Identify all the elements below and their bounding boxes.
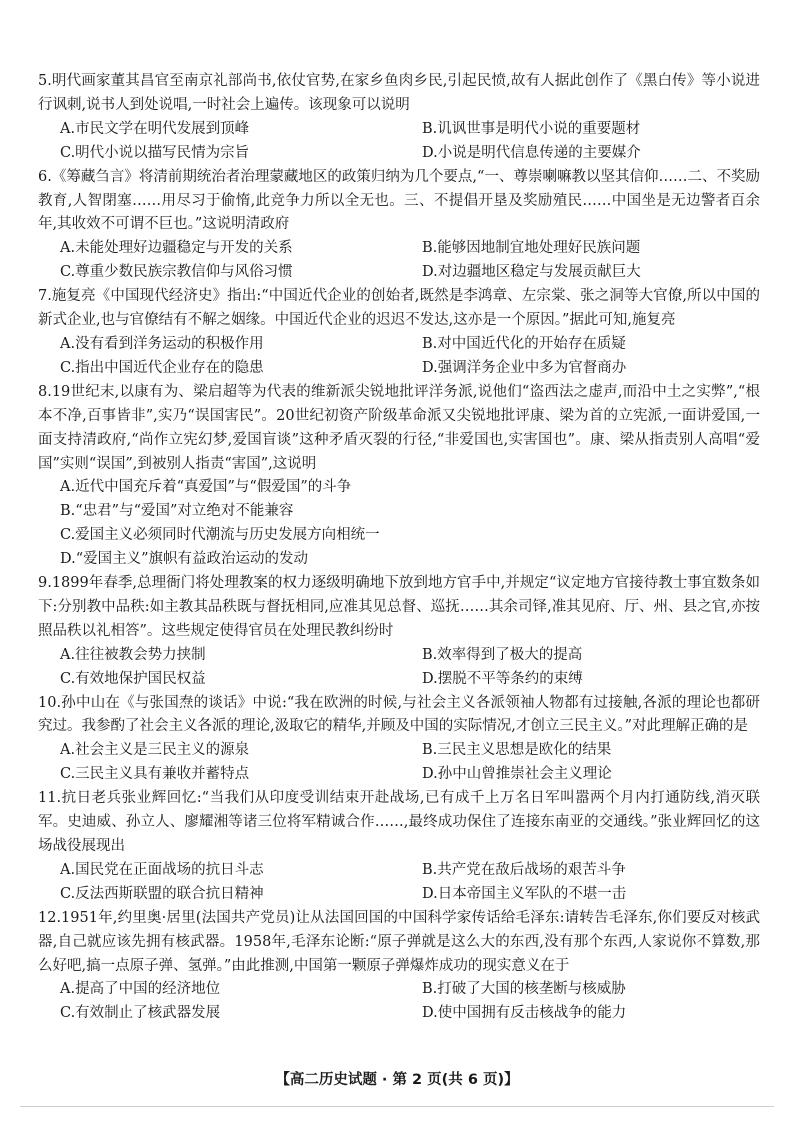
option-d: D.小说是明代信息传递的主要媒介 — [422, 144, 641, 161]
option-d: D.日本帝国主义军队的不堪一击 — [422, 885, 627, 902]
option-b: B.三民主义思想是欧化的结果 — [422, 742, 612, 759]
option-b: B.“忠君”与“爱国”对立绝对不能兼容 — [60, 503, 294, 520]
question-stem: 10.孙中山在《与张国焘的谈话》中说:“我在欧洲的时候,与社会主义各派领袖人物都有过接触,各派的理论也都研究过。我参酌了社会主义各派的理论,汲取它的精华,并顾及中国的实际情况,才创立三民主义。”对此理解正确的是 — [38, 694, 760, 735]
option-c: C.尊重少数民族宗教信仰与风俗习惯 — [60, 264, 293, 281]
option-d: D.对边疆地区稳定与发展贡献巨大 — [422, 264, 641, 281]
bottom-divider — [20, 1106, 774, 1107]
option-c: C.反法西斯联盟的联合抗日精神 — [60, 885, 264, 902]
option-grid — [38, 333, 760, 381]
question-8 — [38, 381, 760, 572]
page-footer: 【高二历史试题 · 第 2 页(共 6 页)】 — [275, 1072, 519, 1088]
option-a: A.市民文学在明代发展到顶峰 — [60, 120, 250, 137]
question-list — [38, 70, 760, 1026]
question-7 — [38, 285, 760, 381]
option-grid — [38, 739, 760, 787]
question-11 — [38, 787, 760, 907]
option-a: A.未能处理好边疆稳定与开发的关系 — [60, 240, 293, 257]
option-grid — [38, 978, 760, 1026]
option-a: A.社会主义是三民主义的源泉 — [60, 742, 250, 759]
option-c: C.指出中国近代企业存在的隐患 — [60, 359, 264, 376]
question-12 — [38, 907, 760, 1027]
question-stem: 5.明代画家董其昌官至南京礼部尚书,依仗官势,在家乡鱼肉乡民,引起民愤,故有人据此创作了《黑白传》等小说进行讽刺,说书人到处说唱,一时社会上遍传。该现象可以说明 — [38, 73, 760, 113]
question-stem: 8.19世纪末,以康有为、梁启超等为代表的维新派尖锐地批评洋务派,说他们“盗西法之虚声,而沿中土之实弊”,“根本不净,百事皆非”,实乃“误国害民”。20世纪初资产阶级革命派又尖锐地批评康、梁为首的立宪派,一面讲爱国,一面支持清政府,“尚作立宪幻梦,爱国盲谈”这种矛盾灭裂的行径,“非爱国也,实害国也”。康、梁从指责别人高唱“爱国”实则“误国”,到被别人指责“害国”,这说明 — [38, 383, 760, 472]
option-b: B.对中国近代化的开始存在质疑 — [422, 335, 626, 352]
option-c: C.有效制止了核武器发展 — [60, 1005, 221, 1022]
option-c: C.三民主义具有兼收并蓄特点 — [60, 766, 250, 783]
question-stem: 6.《筹藏刍言》将清前期统治者治理蒙藏地区的政策归纳为几个要点,“一、尊崇喇嘛教以坚其信仰……二、不奖励教育,人智閉塞……用尽习于偷惰,此竞争力所以全无也。三、不提倡开垦及奖励殖民……中国坐是无边警者百余年,其收效不可谓不巨也。”这说明清政府 — [38, 168, 760, 233]
question-stem: 11.抗日老兵张业辉回忆:“当我们从印度受训结束开赴战场,已有成千上万名日军叫嚣两个月内打通防线,消灭联军。史迪威、孙立人、廖耀湘等诸三位将军精诚合作……,最终成功保住了连接东南亚的交通线。”张业辉回忆的这场战役展现出 — [38, 790, 760, 854]
option-d: D.“爱国主义”旗帜有益政治运动的发动 — [60, 551, 309, 568]
option-b: B.共产党在敌后战场的艰苦斗争 — [422, 861, 626, 878]
option-d: D.孙中山曾推崇社会主义理论 — [422, 766, 612, 783]
option-a: A.没有看到洋务运动的积极作用 — [60, 335, 264, 352]
option-b: B.讥讽世事是明代小说的重要题材 — [422, 120, 641, 137]
question-6 — [38, 166, 760, 286]
option-c: C.有效地保护国民权益 — [60, 670, 206, 687]
option-a: A.提高了中国的经济地位 — [60, 981, 221, 998]
option-grid — [38, 859, 760, 907]
question-9 — [38, 572, 760, 692]
option-b: B.效率得到了极大的提高 — [422, 646, 583, 663]
option-a: A.往往被教会势力挟制 — [60, 646, 206, 663]
question-10 — [38, 692, 760, 788]
option-d: D.使中国拥有反击核战争的能力 — [422, 1005, 627, 1022]
option-a: A.国民党在正面战场的抗日斗志 — [60, 861, 264, 878]
question-stem: 9.1899年春季,总理衙门将处理教案的权力逐级明确地下放到地方官手中,并规定“议定地方官接待教士事宜数条如下:分别教中品秩:如主教其品秩既与督抚相同,应准其见总督、巡抚……其余司铎,准其见府、厅、州、县之官,亦按照品秩以礼相答”。这些规定使得官员在处理民教纠纷时 — [38, 575, 760, 639]
question-stem: 12.1951年,约里奥·居里(法国共产党员)让从法国回国的中国科学家传话给毛泽东:请转告毛泽东,你们要反对核武器,自己就应该先拥有核武器。1958年,毛泽东论断:“原子弹就是这么大的东西,没有那个东西,人家说你不算数,那么好吧,搞一点原子弹、氢弹。”由此推测,中国第一颗原子弹爆炸成功的现实意义在于 — [38, 909, 760, 974]
option-c: C.明代小说以描写民情为宗旨 — [60, 144, 250, 161]
option-a: A.近代中国充斥着“真爱国”与“假爱国”的斗争 — [60, 479, 352, 496]
option-c: C.爱国主义必须同时代潮流与历史发展方向相统一 — [60, 527, 380, 544]
option-b: B.打破了大国的核垄断与核威胁 — [422, 981, 626, 998]
question-5 — [38, 70, 760, 166]
option-b: B.能够因地制宜地处理好民族问题 — [422, 240, 641, 257]
question-stem: 7.施复亮《中国现代经济史》指出:“中国近代企业的创始者,既然是李鸿章、左宗棠、张之洞等大官僚,所以中国的新式企业,也与官僚结有不解之姻缘。中国近代企业的迟迟不发达,这亦是一个原因。”据此可知,施复亮 — [38, 288, 760, 329]
option-list — [38, 476, 760, 572]
option-d: D.摆脱不平等条约的束缚 — [422, 670, 583, 687]
option-grid — [38, 237, 760, 285]
option-grid — [38, 118, 760, 166]
option-d: D.强调洋务企业中多为官督商办 — [422, 359, 627, 376]
option-grid — [38, 644, 760, 692]
